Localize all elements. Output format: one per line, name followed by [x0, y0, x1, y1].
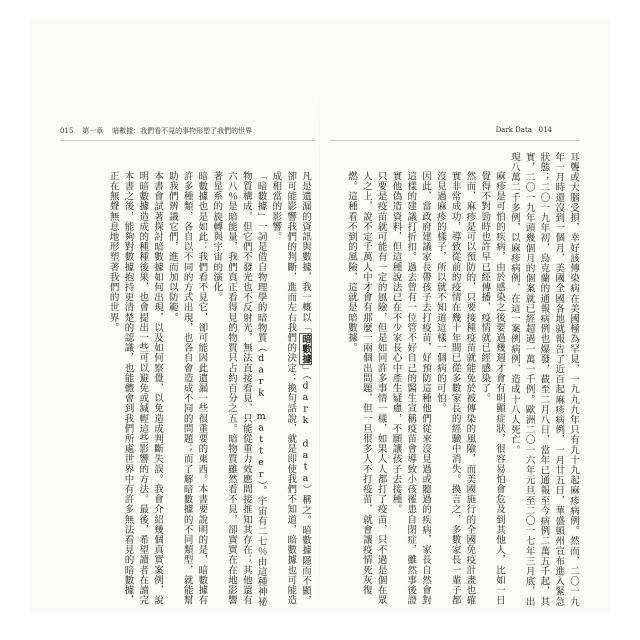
- left-paragraph-3: 暗數據也是如此：我們看不見它，卻可能因此遺漏一些很重要的東西。本書要說明的是，暗數據有許多種類，各自以不同的方式出現，也各自會造成不同的問題；而了解暗數據的不同類型，就能幫助我們辨識它們，進而加以防範。: [166, 171, 208, 606]
- right-page-number: 014: [538, 126, 552, 134]
- left-chapter-title: 暗數據：我們看不見的事物形塑了我們的世界: [112, 127, 253, 135]
- right-header-rule: [330, 140, 580, 141]
- right-paragraph-4: 因此，當政府建議家長帶孩子去打疫苗，好預防這種他們從來沒見過或聽過的疾病，家長自然會對這樣的建議打折扣。過去曾有一位管不好自己的醫生宣稱疫苗會導致小孩罹患自閉症，雖然事後證實他偽造資料，但這種說法已在不少家長心中產生疑慮，不願讓孩子去接種。: [390, 171, 432, 606]
- left-page-body: [62, 152, 312, 610]
- left-paragraph-4: 本書會試著探討暗數據如何出現，以及如何察覺，以免造成判斷失誤。我會介紹幾個真實案例，說明暗數據造成的種種後果，也會提出一些可以避免或減輕這些影響的方法。最後，希望讀者在讀完本書之後，能夠對數據抱持更清楚的認識，也能體會到我們所處世界中有許多無法看見的暗數據，正在無聲無息地形塑著我們的世界。: [107, 171, 164, 606]
- left-paragraph-2: 「暗數據」一詞是借自物理學的暗物質（dark matter）。宇宙有二七％由這種神祕物質構成，但它們不發光也不反射光，無法直接看見，只能從重力效應間接推知其存在；其他還有六八％是暗能量，我們真正看得見的物質只占約百分之五。暗物質雖然看不見，卻實實在在地影響著星系的旋轉與宇宙的演化。: [211, 171, 267, 607]
- right-paragraph-2: 麻疹是可怕的疾病，由於感染之後要過幾週才會有明顯症狀，很容易怕會危及到其他人，比如一日覺得不對勁時也許早已經傳播，疫情就已經感染了。: [479, 171, 506, 606]
- right-page-body: [334, 152, 580, 610]
- bold-term-highlight: 暗數據: [300, 333, 311, 364]
- left-header-rule: [60, 140, 315, 141]
- right-paragraph-5: 只要是疫苗就可能有一定的風險，但是如同許多事情一樣，如果人人都打了疫苗，只不過是個在眾人之上，說不定千萬人中才會有那麼一兩個出問題，但一旦很多人不打疫苗，就會讓疫情死灰復燃。這種看不到的風險，這就是暗數據。: [346, 171, 387, 606]
- left-page-header: [60, 126, 315, 138]
- page-gutter: [319, 70, 320, 630]
- left-chapter-label: 第一章: [82, 127, 104, 135]
- left-paragraph-1: 凡是遺漏的資訊與數據，我一概以「暗數據」（dark data）稱之。暗數據隱而不顯，卻可能影響我們的判斷，進而左右我們的決定；換句話說，就是即使我們不知道，暗數據也可能造成相當的影響。: [270, 171, 311, 606]
- right-paragraph-3: 然而，麻疹是可以預防的，只要接種疫苗就能免於被傳染的風險，而美國施行的全國免疫計畫也確實非常成功，導致從前的疫情在幾十年間已從多數家長的經驗中消失。換言之，多數家長一輩子都沒見過麻疹的樣子，所以就不知道這樣一個病的可怕。: [434, 171, 476, 606]
- left-page-number: 015: [60, 127, 74, 135]
- right-book-title: Dark Data: [495, 126, 532, 134]
- right-page-header: [492, 126, 552, 138]
- right-paragraph-1: 耳聾或大腦受損，幸好該傳染病在美國極為罕見，一九九九年只有九十九起麻疹病例。然而，二〇一九年一月時還沒到一個月，美國全國各地就報告了近百起麻疹病例，一月廿五日，華盛頓州宣布進入緊急狀態；二〇一九年初，烏克蘭的通報病例也爆發，截至二月八日，當年已通報至今病例二萬五千起，其實，二〇一九年頭幾個月的個案就已經超過一萬一千例。歐洲二〇一六年元旦至二〇一七年三月底，出現八萬二千多例，以麻疹病例，在這一案例病例，造成十八人死亡。: [508, 152, 579, 607]
